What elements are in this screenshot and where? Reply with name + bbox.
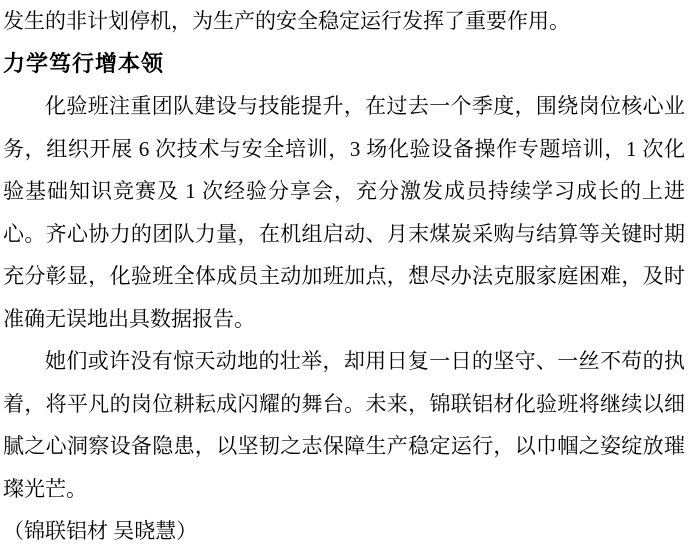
paragraph-continuation: 发生的非计划停机，为生产的安全稳定运行发挥了重要作用。 — [3, 9, 570, 33]
byline: （锦联铝材 吴晓慧） — [3, 519, 198, 543]
section-heading: 力学笃行增本领 — [3, 50, 165, 76]
paragraph-team-training: 化验班注重团队建设与技能提升，在过去一个季度，围绕岗位核心业务，组织开展 6 次技术与安全培训，3 场化验设备操作专题培训，1 次化验基础知识竞赛及 1 次经验分享会，充分激发成员持续学习成长的上进心。齐心协力的团队力量，在机组启动、月末煤炭采购与结算等关键时期充分彰显，化验班全体成员主动加班加点，想尽办法克服家庭困难，及时准确无误地出具数据报告。 — [3, 94, 685, 331]
paragraph-closing: 她们或许没有惊天动地的壮举，却用日复一日的坚守、一丝不苟的执着，将平凡的岗位耕耘成闪耀的舞台。未来，锦联铝材化验班将继续以细腻之心洞察设备隐患，以坚韧之志保障生产稳定运行，以巾帼之姿绽放璀璨光芒。 — [3, 349, 685, 501]
